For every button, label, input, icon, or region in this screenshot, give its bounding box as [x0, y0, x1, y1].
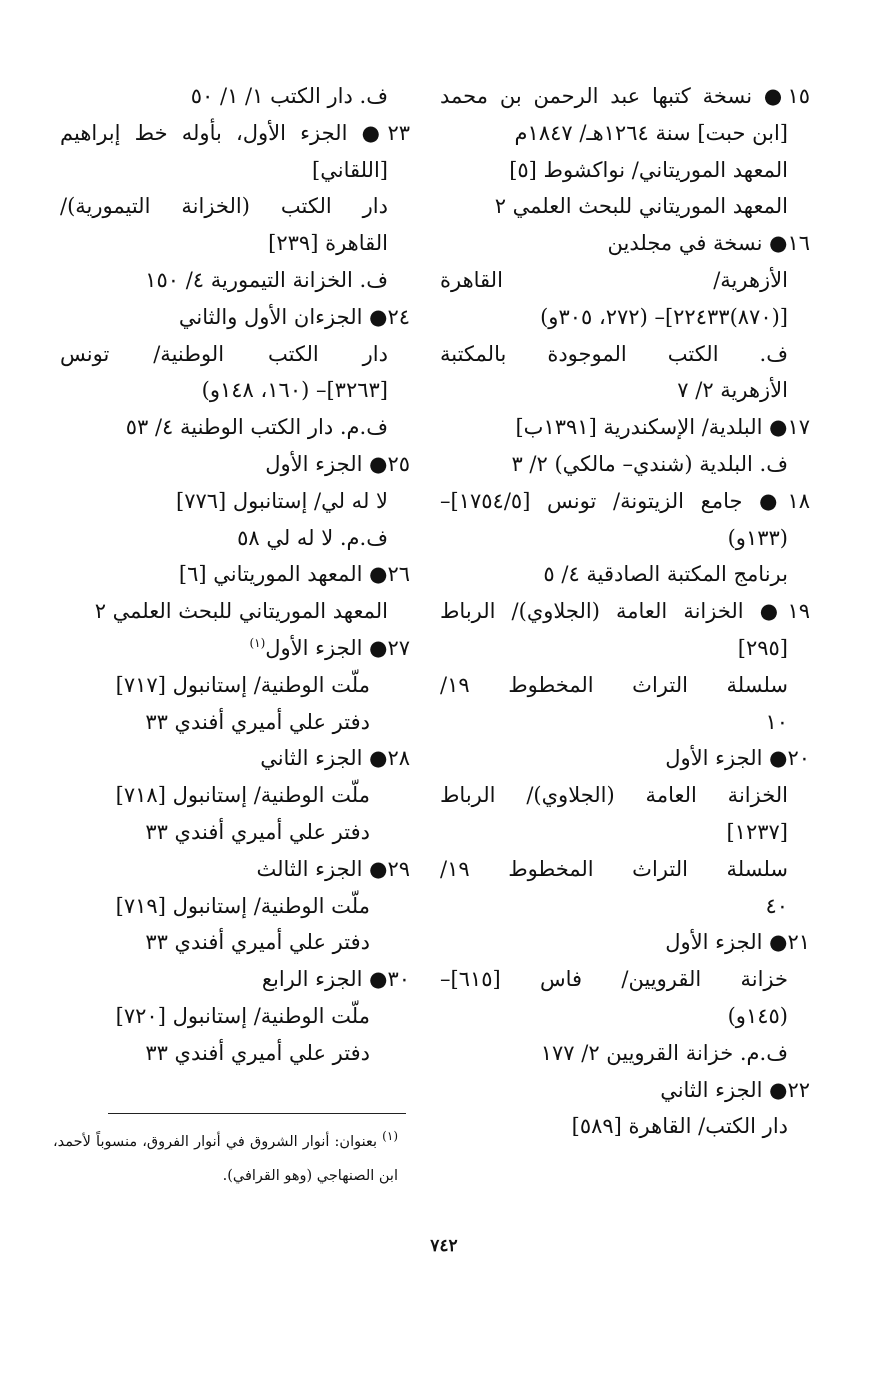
left-column [60, 78, 410, 1072]
entry-detail-line [440, 851, 810, 888]
line-text: ٢٢● الجزء الثاني [660, 1077, 810, 1102]
line-text: ف. الخزانة التيمورية ٤/ ١٥٠ [145, 267, 388, 292]
footnote-reference: (١) [249, 635, 266, 650]
entry-detail-line [440, 630, 810, 667]
entry-detail-line [60, 409, 410, 446]
line-text: سلسلة التراث المخطوط ١٩/ [440, 856, 788, 881]
line-text: خزانة القرويين/ فاس [٦١٥]– [440, 967, 788, 992]
entry-detail-line [440, 299, 810, 336]
line-text: لا له لي/ إستانبول [٧٧٦] [175, 488, 388, 513]
line-text: دار الكتب/ القاهرة [٥٨٩] [571, 1114, 788, 1139]
line-text: ٢٤● الجزءان الأول والثاني [178, 304, 410, 329]
line-text: ٣٠● الجزء الرابع [261, 967, 410, 992]
line-text: ف.م. خزانة القرويين ٢/ ١٧٧ [540, 1040, 788, 1065]
line-text: ١٥● نسخة كتبها عبد الرحمن بن محمد [440, 84, 810, 108]
entry-detail-line [440, 961, 810, 998]
manuscript-entry [60, 630, 410, 667]
line-text: دفتر علي أميري أفندي ٣٣ [145, 819, 370, 844]
entry-detail-line [60, 777, 410, 814]
line-text: ١٧● البلدية/ الإسكندرية [١٣٩١ب] [515, 415, 810, 440]
line-text: ملّت الوطنية/ إستانبول [٧١٧] [115, 672, 370, 697]
line-text: ملّت الوطنية/ إستانبول [٧٢٠] [115, 1003, 370, 1028]
entry-detail-line [60, 998, 410, 1035]
manuscript-entry [440, 1072, 810, 1109]
line-text: القاهرة [٢٣٩] [268, 231, 388, 256]
line-text: ٢٣● الجزء الأول، بأوله خط إبراهيم [60, 120, 410, 145]
entry-detail-line [60, 924, 410, 961]
line-text: ٢٨● الجزء الثاني [260, 746, 410, 771]
entry-detail-line [60, 814, 410, 851]
line-text: ف. البلدية (شندي– مالكي) ٢/ ٣ [511, 451, 788, 476]
entry-detail-line [60, 336, 410, 373]
manuscript-entry [440, 740, 810, 777]
entry-detail-line [440, 1108, 810, 1145]
page-number: ٧٤٢ [430, 1236, 458, 1256]
entry-detail-line [60, 262, 410, 299]
line-text: [ابن حبت] سنة ١٢٦٤هـ/ ١٨٤٧م [514, 120, 788, 145]
line-text: [(٨٧٠)٢٢٤٣٣]– (٢٧٢، ٣٠٥و) [540, 304, 788, 329]
line-text: [اللقاني] [312, 157, 388, 182]
manuscript-entry [440, 78, 810, 115]
manuscript-entry [60, 961, 410, 998]
entry-detail-line [60, 1035, 410, 1072]
line-text: ٢٠● الجزء الأول [665, 746, 810, 771]
manuscript-entry [60, 740, 410, 777]
line-text: ف.م. دار الكتب الوطنية ٤/ ٥٣ [125, 415, 388, 440]
line-text: الأزهرية ٢/ ٧ [677, 378, 788, 403]
manuscript-entry [60, 446, 410, 483]
line-text: دار الكتب (الخزانة التيمورية)/ [60, 194, 388, 219]
manuscript-entry [60, 851, 410, 888]
entry-detail-line [440, 814, 810, 851]
manuscript-entry [440, 924, 810, 961]
entry-detail-line [60, 78, 410, 115]
entry-detail-line [440, 446, 810, 483]
footnote [53, 1125, 398, 1193]
line-text: ١٠ [765, 709, 788, 734]
entry-detail-line [440, 336, 810, 373]
right-column [440, 78, 810, 1145]
entry-detail-line [60, 483, 410, 520]
line-text: ملّت الوطنية/ إستانبول [٧١٩] [115, 893, 370, 918]
line-text: ٢٩● الجزء الثالث [256, 856, 410, 881]
entry-detail-line [60, 888, 410, 925]
entry-detail-line [440, 372, 810, 409]
line-text: دفتر علي أميري أفندي ٣٣ [145, 1040, 370, 1065]
line-text: (١٤٥و) [727, 1003, 788, 1028]
line-text: ٢٦● المعهد الموريتاني [٦] [178, 562, 410, 587]
entry-detail-line [440, 152, 810, 189]
entry-detail-line [60, 520, 410, 557]
line-text: ٢٧● الجزء الأول [265, 635, 410, 660]
manuscript-entry [440, 593, 810, 630]
line-text: ١٨● جامع الزيتونة/ تونس [١٧٥٤/٥]– [440, 488, 810, 513]
line-text: المعهد الموريتاني للبحث العلمي ٢ [494, 194, 788, 219]
entry-detail-line [440, 1035, 810, 1072]
entry-detail-line [440, 188, 810, 225]
line-text: دفتر علي أميري أفندي ٣٣ [145, 930, 370, 955]
entry-detail-line [440, 556, 810, 593]
manuscript-entry [440, 225, 810, 262]
entry-detail-line [60, 593, 410, 630]
manuscript-entry [60, 299, 410, 336]
entry-detail-line [60, 188, 410, 225]
manuscript-entry [440, 483, 810, 520]
line-text: ف. دار الكتب ١/ ١/ ٥٠ [190, 84, 388, 108]
line-text: المعهد الموريتاني/ نواكشوط [٥] [509, 157, 788, 182]
footnote-text: بعنوان: أنوار الشروق في أنوار الفروق، منسوباً لأحمد، ابن الصنهاجي (وهو القرافي). [53, 1134, 398, 1184]
footnote-marker: (١) [382, 1129, 398, 1144]
line-text: ف. الكتب الموجودة بالمكتبة [440, 341, 788, 366]
line-text: ١٩● الخزانة العامة (الجلاوي)/ الرباط [440, 599, 810, 624]
entry-detail-line [60, 372, 410, 409]
line-text: ٤٠ [765, 893, 788, 918]
footnote-separator [108, 1113, 406, 1114]
line-text: سلسلة التراث المخطوط ١٩/ [440, 672, 788, 697]
line-text: [٣٢٦٣]– (١٦٠، ١٤٨و) [201, 378, 388, 403]
manuscript-entry [60, 556, 410, 593]
line-text: دفتر علي أميري أفندي ٣٣ [145, 709, 370, 734]
line-text: ٢١● الجزء الأول [665, 930, 810, 955]
entry-detail-line [440, 520, 810, 557]
entry-detail-line [440, 777, 810, 814]
entry-detail-line [60, 667, 410, 704]
line-text: ١٦● نسخة في مجلدين [607, 231, 810, 256]
line-text: (١٣٣و) [727, 525, 788, 550]
line-text: المعهد الموريتاني للبحث العلمي ٢ [94, 599, 388, 624]
entry-detail-line [440, 262, 810, 299]
entry-detail-line [440, 888, 810, 925]
line-text: [١٢٣٧] [726, 819, 788, 844]
line-text: ٢٥● الجزء الأول [265, 451, 410, 476]
manuscript-entry [60, 115, 410, 152]
line-text: الأزهرية/ القاهرة [440, 267, 788, 292]
entry-detail-line [60, 704, 410, 741]
line-text: ف.م. لا له لي ٥٨ [237, 525, 388, 550]
manuscript-entry [440, 409, 810, 446]
entry-detail-line [440, 667, 810, 704]
line-text: برنامج المكتبة الصادقية ٤/ ٥ [543, 562, 788, 587]
line-text: ملّت الوطنية/ إستانبول [٧١٨] [115, 783, 370, 808]
entry-detail-line [440, 115, 810, 152]
entry-detail-line [60, 152, 410, 189]
line-text: دار الكتب الوطنية/ تونس [60, 341, 388, 366]
entry-detail-line [60, 225, 410, 262]
line-text: [٢٩٥] [737, 635, 788, 660]
line-text: الخزانة العامة (الجلاوي)/ الرباط [440, 783, 788, 808]
entry-detail-line [440, 998, 810, 1035]
entry-detail-line [440, 704, 810, 741]
